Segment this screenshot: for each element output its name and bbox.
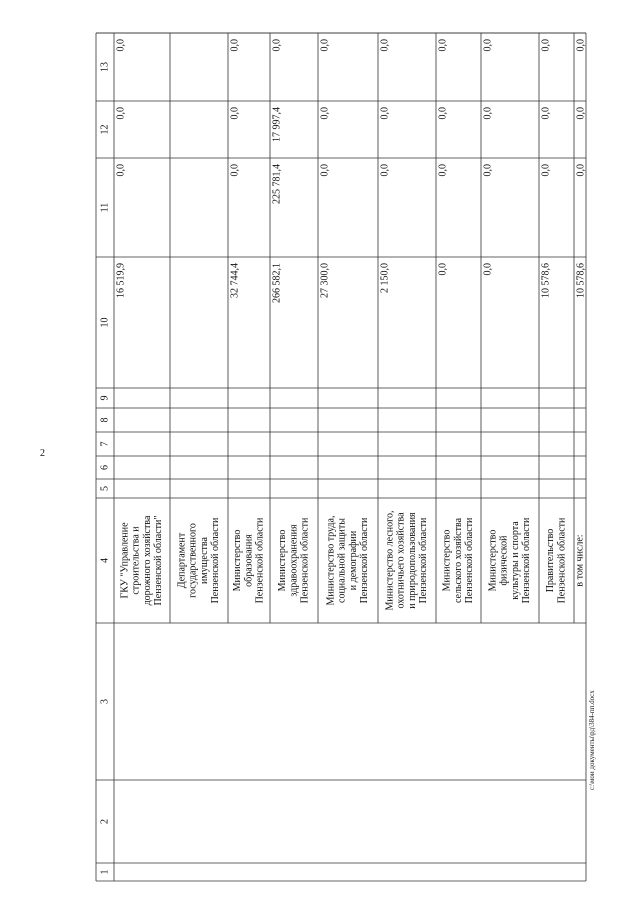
page-number: 2 xyxy=(40,448,45,459)
amount-cell-c12: 0,0 xyxy=(575,107,587,120)
table-grid xyxy=(96,33,586,881)
org-name-line: Министерство xyxy=(487,529,499,592)
org-name-line: ГКУ "Управление xyxy=(119,522,131,599)
org-name-line: имущества xyxy=(198,537,210,584)
amount-cell-c12: 0,0 xyxy=(319,107,331,120)
footer-file-path: c:\мои документы\рд\384-пп.docx xyxy=(588,690,596,790)
column-number-label: 3 xyxy=(99,699,111,704)
org-name-line: строительства и xyxy=(130,526,142,595)
amount-cell-c10: 266 582,1 xyxy=(271,263,283,303)
org-name-line: в том числе: xyxy=(574,534,586,587)
amount-cell-c13: 0,0 xyxy=(437,39,449,52)
org-name-line: дорожного хозяйства xyxy=(141,515,153,606)
org-name-line: охотничьего хозяйства xyxy=(395,512,407,609)
amount-cell-c10: 2 150,0 xyxy=(379,263,391,293)
org-name-line: культуры и спорта xyxy=(509,521,521,600)
amount-cell-c13: 0,0 xyxy=(482,39,494,52)
org-name-line: Правительство xyxy=(545,528,557,593)
amount-cell-c11: 0,0 xyxy=(115,164,127,177)
amount-cell-c13: 0,0 xyxy=(319,39,331,52)
org-name-line: Пензенской области xyxy=(556,517,568,604)
amount-cell-c10: 32 744,4 xyxy=(229,263,241,298)
column-number-label: 10 xyxy=(99,317,111,328)
amount-cell-c12: 0,0 xyxy=(540,107,552,120)
amount-cell-c13: 0,0 xyxy=(115,39,127,52)
column-number-label: 9 xyxy=(99,395,111,401)
org-name-line: Пензенской области xyxy=(359,517,371,604)
amount-cell-c13: 0,0 xyxy=(379,39,391,52)
amount-cell-c13: 0,0 xyxy=(575,39,587,52)
org-name-line: сельского хозяйства xyxy=(452,517,464,604)
org-name-line: Пензенской области" xyxy=(153,515,165,606)
column-number-label: 7 xyxy=(99,441,111,447)
column-number-label: 8 xyxy=(99,417,111,423)
column-number-label: 11 xyxy=(99,202,111,213)
org-name-line: Министерство лесного, xyxy=(384,510,396,611)
amount-cell-c12: 0,0 xyxy=(437,107,449,120)
org-name-line: Пензенской области xyxy=(418,517,430,604)
amount-cell-c11: 0,0 xyxy=(319,164,331,177)
column-number-label: 6 xyxy=(99,465,111,470)
amount-cell-c12: 0,0 xyxy=(482,107,494,120)
amount-cell-c11: 0,0 xyxy=(437,164,449,177)
org-name-line: Министерство xyxy=(277,529,289,592)
org-name-line: государственного xyxy=(187,523,199,598)
org-name-line: Пензенской области xyxy=(521,517,533,604)
org-name-line: здравоохранения xyxy=(288,524,300,597)
amount-cell-c11: 0,0 xyxy=(379,164,391,177)
org-name-line: Пензенской области xyxy=(463,517,475,604)
amount-cell-c12: 0,0 xyxy=(115,107,127,120)
amount-cell-c12: 17 997,4 xyxy=(271,107,283,142)
rotated-budget-table xyxy=(96,33,586,881)
amount-cell-c10: 10 578,6 xyxy=(540,263,552,298)
org-name-line: Департамент xyxy=(176,532,188,589)
org-name-line: Министерство труда, xyxy=(325,515,337,606)
amount-cell-c12: 0,0 xyxy=(229,107,241,120)
amount-cell-c11: 0,0 xyxy=(482,164,494,177)
org-name-line: физической xyxy=(498,535,510,586)
org-name-line: Пензенской области xyxy=(299,517,311,604)
column-number-label: 4 xyxy=(99,558,111,563)
org-name-line: Пензенской области xyxy=(210,517,222,604)
amount-cell-c13: 0,0 xyxy=(271,39,283,52)
amount-cell-c10: 0,0 xyxy=(437,263,449,276)
amount-cell-c10: 16 519,9 xyxy=(115,263,127,298)
column-number-label: 1 xyxy=(99,869,111,875)
amount-cell-c11: 0,0 xyxy=(575,164,587,177)
amount-cell-c13: 0,0 xyxy=(229,39,241,52)
org-name-line: Пензенской области xyxy=(254,517,266,604)
org-name-line: и природопользования xyxy=(406,512,418,609)
amount-cell-c11: 0,0 xyxy=(229,164,241,177)
org-name-line: социальной защиты xyxy=(336,518,348,603)
column-number-label: 2 xyxy=(99,819,111,824)
column-number-label: 13 xyxy=(99,62,111,72)
amount-cell-c11: 225 781,4 xyxy=(271,164,283,204)
org-name-line: образования xyxy=(243,534,255,587)
org-name-line: и демографии xyxy=(347,530,359,591)
column-number-label: 5 xyxy=(99,486,111,491)
amount-cell-c11: 0,0 xyxy=(540,164,552,177)
amount-cell-c10: 10 578,6 xyxy=(575,263,587,298)
org-name-line: Министерство xyxy=(441,529,453,592)
amount-cell-c13: 0,0 xyxy=(540,39,552,52)
amount-cell-c10: 27 300,0 xyxy=(319,263,331,298)
amount-cell-c12: 0,0 xyxy=(379,107,391,120)
column-number-label: 12 xyxy=(99,124,111,135)
amount-cell-c10: 0,0 xyxy=(482,263,494,276)
org-name-line: Министерство xyxy=(232,529,244,592)
